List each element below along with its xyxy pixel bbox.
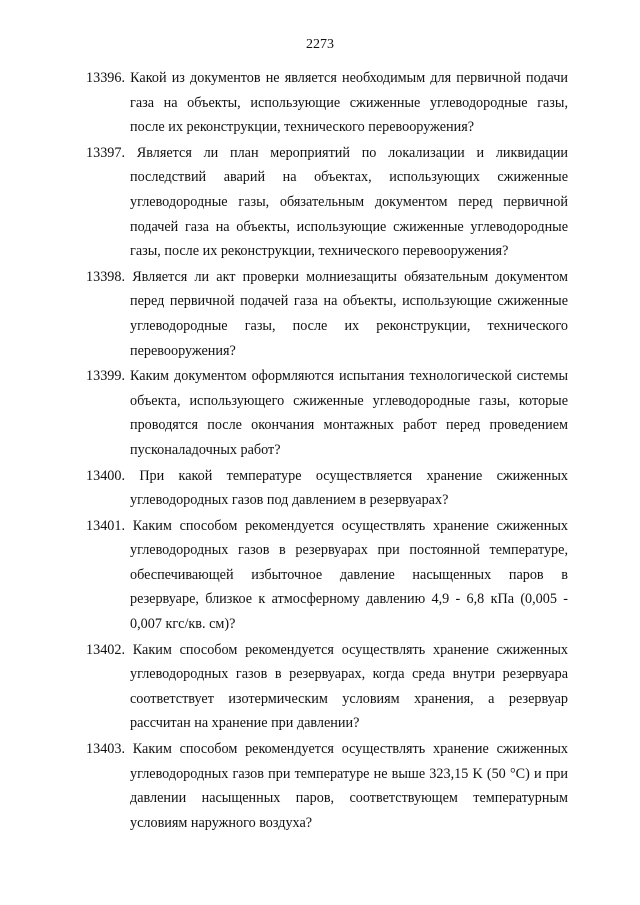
question-number: 13400. bbox=[86, 467, 126, 484]
question-item bbox=[86, 464, 568, 513]
question-text: Является ли план мероприятий по локализации и ликвидации последствий аварий на объектах, использующих сжиженные углеводородные газы, обязательным документом перед первичной подачей газа на объекты, использующие сжиженные углеводородные газы, после их реконструкции, технического перевооружения? bbox=[130, 144, 569, 260]
question-text: Каким способом рекомендуется осуществлять хранение сжиженных углеводородных газов в резервуарах, когда среда внутри резервуара соответствует изотермическим условиям хранения, а резервуар рассчитан на хранение при давлении? bbox=[130, 641, 568, 732]
question-list bbox=[86, 66, 568, 836]
question-item bbox=[86, 638, 568, 736]
question-item bbox=[86, 141, 568, 264]
question-text: Какой из документов не является необходимым для первичной подачи газа на объекты, использующие сжиженные углеводородные газы, после их реконструкции, технического перевооружения? bbox=[130, 70, 568, 136]
question-text: Является ли акт проверки молниезащиты обязательным документом перед первичной подачей газа на объекты, использующие сжиженные углеводородные газы, после их реконструкции, технического перевооружения? bbox=[130, 268, 569, 359]
question-number: 13397. bbox=[86, 144, 126, 161]
question-item bbox=[86, 514, 568, 637]
question-number: 13396. bbox=[86, 70, 126, 86]
question-number: 13398. bbox=[86, 268, 126, 285]
question-text: Каким способом рекомендуется осуществлять хранение сжиженных углеводородных газов в резервуарах при постоянной температуре, обеспечивающей избыточное давление насыщенных паров в резервуаре, близкое к атмосферному давлению 4,9 - 6,8 кПа (0,005 - 0,007 кгс/кв. см)? bbox=[130, 517, 568, 633]
question-text: Каким способом рекомендуется осуществлять хранение сжиженных углеводородных газов при температуре не выше 323,15 K (50 °C) и при давлении насыщенных паров, соответствующем температурным условиям наружного воздуха? bbox=[130, 741, 568, 831]
question-item bbox=[86, 364, 568, 462]
question-number: 13402. bbox=[86, 641, 126, 658]
question-number: 13399. bbox=[86, 368, 126, 385]
question-text: Каким документом оформляются испытания технологической системы объекта, использующего сжиженные углеводородные газы, которые проводятся после окончания монтажных работ перед проведением пусконаладочных работ? bbox=[130, 368, 568, 458]
question-item bbox=[86, 265, 568, 363]
question-number: 13403. bbox=[86, 741, 126, 758]
question-item bbox=[86, 737, 568, 835]
question-item bbox=[86, 66, 568, 140]
page-number: 2273 bbox=[306, 37, 334, 52]
question-number: 13401. bbox=[86, 517, 126, 534]
question-text: При какой температуре осуществляется хранение сжиженных углеводородных газов под давлением в резервуарах? bbox=[130, 467, 569, 509]
